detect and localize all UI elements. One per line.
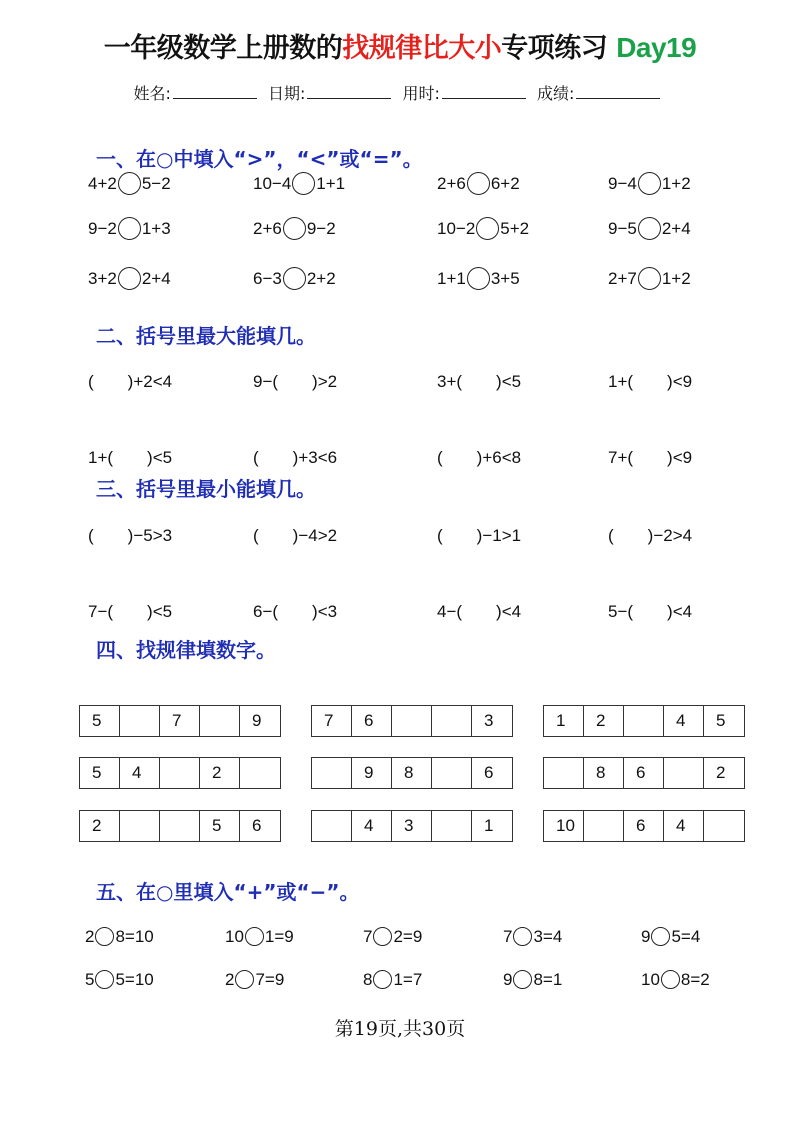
empty-cell[interactable] (624, 706, 664, 736)
compare-item (253, 214, 336, 244)
compare-item (253, 264, 336, 294)
expression-prefix: 7−( (88, 602, 114, 621)
empty-cell[interactable] (160, 758, 200, 788)
right-equation: 5=4 (671, 927, 701, 946)
sign-item (641, 922, 700, 952)
number-cell: 2 (200, 758, 240, 788)
left-expression: 9−5 (608, 219, 637, 238)
left-expression: 2+6 (253, 219, 282, 238)
expression-suffix: )<4 (496, 602, 522, 621)
pattern-box-row (311, 705, 513, 737)
left-expression: 2+7 (608, 269, 637, 288)
score-label: 成绩: (537, 84, 575, 103)
right-expression: 1+1 (316, 174, 346, 193)
number-cell: 10 (544, 811, 584, 841)
empty-cell[interactable] (392, 706, 432, 736)
answer-circle[interactable] (638, 217, 661, 240)
expression-suffix: )+2<4 (127, 372, 173, 391)
section-4-heading: 四、找规律填数字。 (96, 638, 276, 662)
expression-suffix: )−5>3 (127, 526, 173, 545)
empty-cell[interactable] (120, 706, 160, 736)
compare-item (437, 214, 529, 244)
compare-item (437, 264, 520, 294)
pattern-box-row (543, 810, 745, 842)
right-equation: 2=9 (393, 927, 423, 946)
pattern-box-row (543, 705, 745, 737)
left-number: 2 (225, 970, 235, 989)
number-cell: 1 (544, 706, 584, 736)
number-cell: 8 (392, 758, 432, 788)
bracket-item (437, 521, 521, 551)
answer-circle[interactable] (467, 267, 490, 290)
number-cell: 5 (80, 758, 120, 788)
compare-item (88, 264, 171, 294)
pattern-box-row (543, 757, 745, 789)
bracket-item (88, 367, 172, 397)
left-number: 9 (503, 970, 513, 989)
expression-suffix: )<5 (496, 372, 522, 391)
expression-prefix: ( (253, 526, 259, 545)
sign-circle[interactable] (513, 970, 532, 989)
title-part1: 一年级数学上册数的 (103, 33, 343, 64)
expression-suffix: )<4 (667, 602, 693, 621)
number-cell: 6 (484, 763, 494, 782)
bracket-item (437, 597, 521, 627)
sign-item (85, 965, 154, 995)
right-equation: 5=10 (115, 970, 154, 989)
name-label: 姓名: (133, 84, 171, 103)
number-cell: 8 (584, 758, 624, 788)
expression-prefix: 7+( (608, 448, 634, 467)
expression-suffix: )<9 (667, 372, 693, 391)
right-equation: 8=10 (115, 927, 154, 946)
title-day: Day19 (616, 32, 697, 63)
sign-item (363, 965, 422, 995)
right-equation: 1=7 (393, 970, 423, 989)
left-expression: 4+2 (88, 174, 117, 193)
number-cell: 3 (484, 711, 494, 730)
sign-circle[interactable] (245, 927, 264, 946)
expression-prefix: ( (88, 526, 94, 545)
number-cell: 9 (252, 711, 262, 730)
expression-suffix: )−2>4 (647, 526, 693, 545)
empty-cell[interactable] (200, 706, 240, 736)
number-cell: 2 (80, 811, 120, 841)
section-5-heading: 五、在○里填入“+”或“−”。 (96, 880, 360, 904)
answer-circle[interactable] (283, 217, 306, 240)
bracket-item (88, 597, 172, 627)
bracket-item (608, 443, 692, 473)
right-expression: 1+2 (661, 174, 691, 193)
left-number: 5 (85, 970, 95, 989)
date-label: 日期: (268, 84, 306, 103)
answer-circle[interactable] (118, 172, 141, 195)
right-expression: 1+2 (661, 269, 691, 288)
empty-cell[interactable] (584, 811, 624, 841)
bracket-item (88, 521, 172, 551)
number-cell: 7 (312, 706, 352, 736)
expression-suffix: )+6<8 (476, 448, 522, 467)
compare-item (88, 169, 171, 199)
expression-suffix: )<5 (147, 602, 173, 621)
expression-prefix: 3+( (437, 372, 463, 391)
bracket-item (608, 521, 692, 551)
right-expression: 5−2 (141, 174, 171, 193)
sign-item (503, 965, 562, 995)
sign-circle[interactable] (373, 927, 392, 946)
expression-prefix: 1+( (608, 372, 634, 391)
expression-prefix: ( (608, 526, 614, 545)
left-expression: 9−4 (608, 174, 637, 193)
time-blank[interactable] (442, 84, 526, 99)
section-1-heading: 一、在○中填入“>”，“<”或“=”。 (96, 147, 423, 171)
right-expression: 1+3 (141, 219, 171, 238)
student-info (0, 81, 800, 104)
left-number: 10 (225, 927, 244, 946)
left-number: 8 (363, 970, 373, 989)
number-cell: 4 (120, 758, 160, 788)
left-expression: 6−3 (253, 269, 282, 288)
sign-circle[interactable] (95, 970, 114, 989)
left-number: 7 (363, 927, 373, 946)
compare-item (608, 264, 691, 294)
section-3-heading: 三、括号里最小能填几。 (96, 477, 316, 501)
right-expression: 2+2 (306, 269, 336, 288)
answer-circle[interactable] (467, 172, 490, 195)
right-equation: 1=9 (264, 927, 294, 946)
answer-circle[interactable] (638, 172, 661, 195)
left-expression: 2+6 (437, 174, 466, 193)
sign-item (85, 922, 154, 952)
number-cell: 1 (484, 816, 494, 835)
left-expression: 10−4 (253, 174, 292, 193)
empty-cell[interactable] (240, 758, 280, 788)
left-number: 9 (641, 927, 651, 946)
time-label: 用时: (402, 84, 440, 103)
expression-prefix: 4−( (437, 602, 463, 621)
empty-cell[interactable] (312, 811, 352, 841)
expression-suffix: )>2 (312, 372, 338, 391)
empty-cell[interactable] (664, 758, 704, 788)
right-equation: 8=2 (680, 970, 710, 989)
bracket-item (253, 367, 337, 397)
date-blank[interactable] (307, 84, 391, 99)
empty-cell[interactable] (432, 811, 472, 841)
right-expression: 5+2 (500, 219, 530, 238)
bracket-item (437, 367, 521, 397)
expression-prefix: 5−( (608, 602, 634, 621)
number-cell: 6 (352, 706, 392, 736)
compare-item (608, 214, 691, 244)
number-cell: 2 (716, 763, 726, 782)
left-number: 2 (85, 927, 95, 946)
number-cell: 6 (624, 811, 664, 841)
name-blank[interactable] (173, 84, 257, 99)
right-equation: 8=1 (533, 970, 563, 989)
section-2-heading: 二、括号里最大能填几。 (96, 324, 316, 348)
number-cell: 3 (392, 811, 432, 841)
right-expression: 3+5 (490, 269, 520, 288)
sign-item (225, 965, 284, 995)
expression-prefix: 6−( (253, 602, 279, 621)
score-blank[interactable] (576, 84, 660, 99)
number-cell: 7 (160, 706, 200, 736)
right-expression: 9−2 (306, 219, 336, 238)
pattern-box-row (79, 810, 281, 842)
number-cell: 4 (352, 811, 392, 841)
pattern-box-row (79, 757, 281, 789)
empty-cell[interactable] (704, 811, 744, 841)
pattern-box-row (79, 705, 281, 737)
expression-suffix: )<9 (667, 448, 693, 467)
number-cell: 5 (200, 811, 240, 841)
left-expression: 1+1 (437, 269, 466, 288)
sign-circle[interactable] (651, 927, 670, 946)
answer-circle[interactable] (476, 217, 499, 240)
bracket-item (253, 443, 337, 473)
empty-cell[interactable] (432, 706, 472, 736)
sign-circle[interactable] (661, 970, 680, 989)
sign-circle[interactable] (95, 927, 114, 946)
sign-circle[interactable] (235, 970, 254, 989)
empty-cell[interactable] (312, 758, 352, 788)
bracket-item (608, 597, 692, 627)
number-cell: 5 (716, 711, 726, 730)
sign-item (363, 922, 422, 952)
sign-item (503, 922, 562, 952)
expression-prefix: ( (88, 372, 94, 391)
expression-suffix: )+3<6 (292, 448, 338, 467)
number-cell: 5 (80, 706, 120, 736)
bracket-item (253, 521, 337, 551)
compare-item (437, 169, 520, 199)
right-expression: 6+2 (490, 174, 520, 193)
right-equation: 7=9 (255, 970, 285, 989)
empty-cell[interactable] (432, 758, 472, 788)
number-cell: 2 (584, 706, 624, 736)
number-cell: 9 (352, 758, 392, 788)
expression-prefix: 9−( (253, 372, 279, 391)
empty-cell[interactable] (544, 758, 584, 788)
expression-prefix: ( (437, 448, 443, 467)
sign-circle[interactable] (373, 970, 392, 989)
number-cell: 4 (664, 706, 704, 736)
expression-suffix: )−4>2 (292, 526, 338, 545)
number-cell: 4 (664, 811, 704, 841)
empty-cell[interactable] (120, 811, 160, 841)
left-expression: 3+2 (88, 269, 117, 288)
answer-circle[interactable] (638, 267, 661, 290)
expression-prefix: ( (253, 448, 259, 467)
bracket-item (608, 367, 692, 397)
answer-circle[interactable] (292, 172, 315, 195)
expression-prefix: ( (437, 526, 443, 545)
answer-circle[interactable] (118, 267, 141, 290)
bracket-item (253, 597, 337, 627)
page-footer: 第19页,共30页 (334, 1018, 466, 1040)
sign-circle[interactable] (513, 927, 532, 946)
page-title (0, 26, 800, 65)
left-number: 7 (503, 927, 513, 946)
right-equation: 3=4 (533, 927, 563, 946)
expression-suffix: )−1>1 (476, 526, 522, 545)
expression-prefix: 1+( (88, 448, 114, 467)
right-expression: 2+4 (141, 269, 171, 288)
compare-item (608, 169, 691, 199)
right-expression: 2+4 (661, 219, 691, 238)
expression-suffix: )<5 (147, 448, 173, 467)
pattern-box-row (311, 757, 513, 789)
sign-item (225, 922, 294, 952)
compare-item (253, 169, 345, 199)
title-part3: 专项练习 (501, 33, 608, 64)
title-highlight: 找规律比大小 (342, 33, 502, 64)
number-cell: 6 (252, 816, 262, 835)
sign-item (641, 965, 710, 995)
left-expression: 9−2 (88, 219, 117, 238)
expression-suffix: )<3 (312, 602, 338, 621)
answer-circle[interactable] (118, 217, 141, 240)
bracket-item (437, 443, 521, 473)
answer-circle[interactable] (283, 267, 306, 290)
compare-item (88, 214, 171, 244)
empty-cell[interactable] (160, 811, 200, 841)
left-number: 10 (641, 970, 660, 989)
left-expression: 10−2 (437, 219, 476, 238)
number-cell: 6 (624, 758, 664, 788)
pattern-box-row (311, 810, 513, 842)
bracket-item (88, 443, 172, 473)
